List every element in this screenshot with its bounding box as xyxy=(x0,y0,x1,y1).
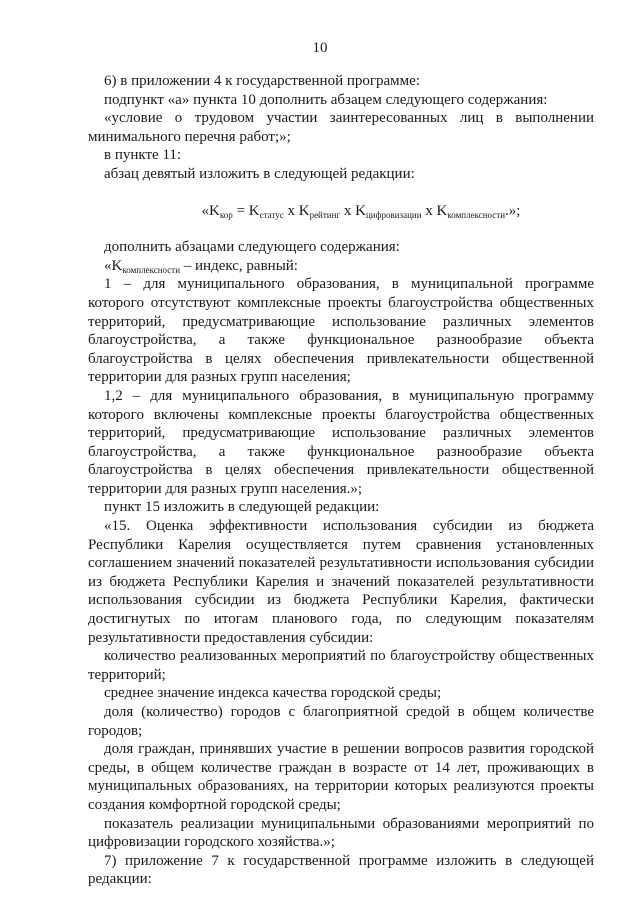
paragraph-indicator-2: среднее значение индекса качества городской среды; xyxy=(104,685,442,702)
paragraph-add-abzacs: дополнить абзацами следующего содержания: xyxy=(104,239,400,256)
paragraph-item-6: 6) в приложении 4 к государственной программе: xyxy=(104,73,420,89)
paragraph-abzac-9: абзац девятый изложить в следующей редакции: xyxy=(104,165,415,182)
paragraph-value-1-2: 1,2 – для муниципального образования, в муниципальную программу которого включены комплексные проекты благоустройства общественных территорий, предусматривающие использование различных элементов благоустройства, а также функциональное разнообразие объекта благоустройства в целях обеспечения привлекательности общественной территории для разных групп населения.»; xyxy=(88,387,594,497)
formula-k-kor: «$K_{кор} = K_{статус}$ x $K_{рейтинг}$ x $K_{цифровизации}$ x $K_{комплексности}$.»; xyxy=(201,202,521,220)
paragraph-point-15: пункт 15 изложить в следующей редакции: xyxy=(104,499,380,516)
paragraph-condition-quote: «условие о трудовом участии заинтересованных лиц в выполнении минимального перечня работ;»; xyxy=(88,110,594,145)
paragraph-subpoint-a: подпункт «а» пункта 10 дополнить абзацем следующего содержания: xyxy=(104,91,548,108)
paragraph-indicator-4: доля граждан, принявших участие в решении вопросов развития городской среды, в общем количестве граждан в возрасте от 14 лет, проживающих в муниципальных образованиях, на территории которых реализуются проекты создания комфортной городской среды; xyxy=(88,741,594,813)
paragraph-point-15-text: «15. Оценка эффективности использования субсидии из бюджета Республики Карелия осуществляется путем сравнения установленных соглашением значений показателей результативности использования субсидии из бюджета Республики Карелия и значений показателей результативности использования субсидии из бюджета Республики Карелия, фактически достигнутых по итогам планового года, по следующим показателям результативности предоставления субсидии: xyxy=(88,518,594,646)
paragraph-point-11: в пункте 11: xyxy=(104,147,182,164)
paragraph-item-7: 7) приложение 7 к государственной программе изложить в следующей редакции: xyxy=(88,852,594,888)
paragraph-indicator-1: количество реализованных мероприятий по благоустройству общественных территорий; xyxy=(88,648,594,683)
paragraph-k-index: «$K_{комплексности}$ – индекс, равный: xyxy=(104,257,298,275)
page-number: 10 xyxy=(312,40,328,56)
paragraph-indicator-3: доля (количество) городов с благоприятной средой в общем количестве городов; xyxy=(88,704,594,739)
document-body xyxy=(88,72,594,889)
paragraph-value-1: 1 – для муниципального образования, в муниципальной программе которого отсутствуют комплексные проекты благоустройства общественных территорий, предусматривающие использование различных элементов благоустройства, а также функциональное разнообразие объекта благоустройства в целях обеспечения привлекательности общественной территории для разных групп населения; xyxy=(88,276,594,386)
paragraph-indicator-5: показатель реализации муниципальными образованиями мероприятий по цифровизации городского хозяйства.»; xyxy=(88,815,594,851)
